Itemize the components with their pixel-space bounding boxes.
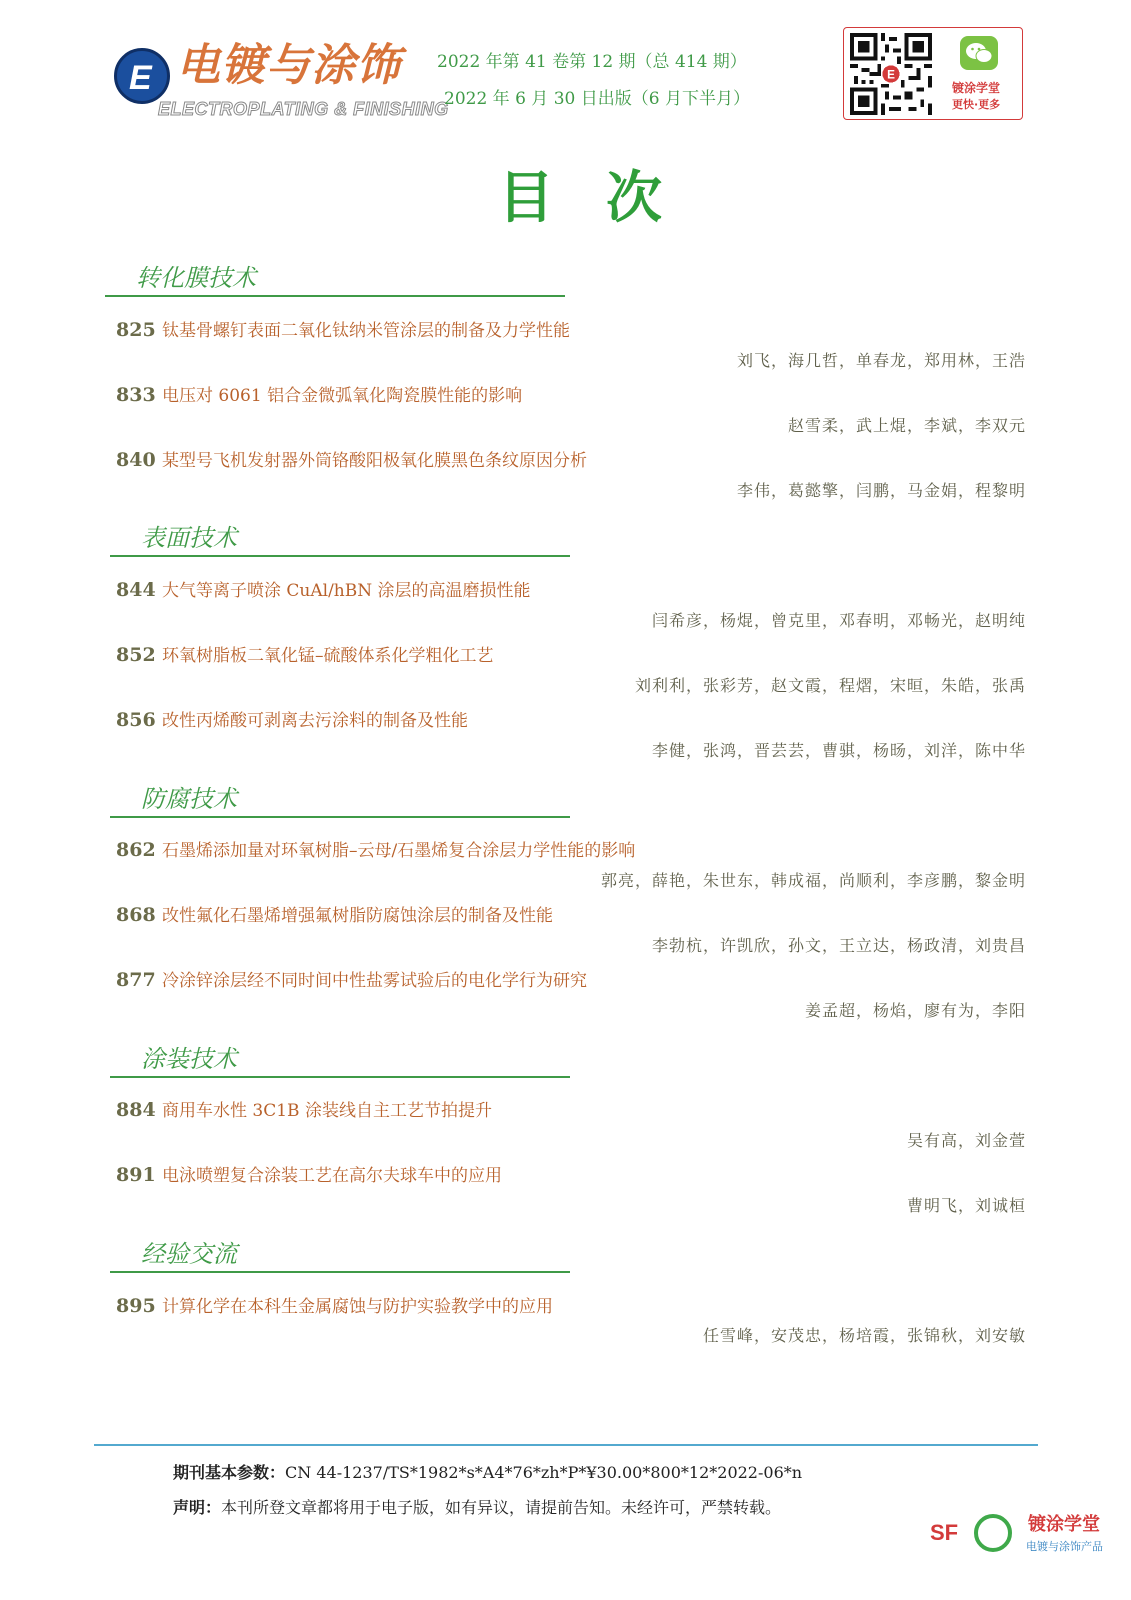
qr-caption-slogan: 更快·更多: [952, 98, 1001, 111]
article-title[interactable]: 改性氟化石墨烯增强氟树脂防腐蚀涂层的制备及性能: [162, 906, 553, 926]
article-authors: 李勃杭，许凯欣，孙文，王立达，杨政清，刘贵昌: [651, 936, 1026, 955]
article-title[interactable]: 某型号飞机发射器外筒铬酸阳极氧化膜黑色条纹原因分析: [162, 451, 587, 471]
copyright-statement: [173, 1497, 781, 1519]
params-label: 期刊基本参数：: [173, 1463, 286, 1482]
qr-code-panel[interactable]: [843, 27, 1023, 120]
qr-code-icon[interactable]: [850, 33, 932, 115]
article-authors: 刘飞，海几哲，单春龙，郑用林，王浩: [736, 351, 1026, 370]
section-divider: [110, 555, 570, 557]
section-heading: 防腐技术: [141, 785, 237, 813]
brand-name: 镀涂学堂: [1028, 1514, 1100, 1535]
article-page-number: 825: [116, 319, 156, 341]
journal-logo-emblem: [114, 48, 170, 104]
e-letter-icon: E: [129, 59, 152, 97]
section-heading: 表面技术: [141, 524, 237, 552]
footer-divider: [94, 1444, 1038, 1446]
section-heading: 转化膜技术: [136, 264, 256, 292]
article-title[interactable]: 钛基骨螺钉表面二氧化钛纳米管涂层的制备及力学性能: [162, 321, 570, 341]
article-title[interactable]: 环氧树脂板二氧化锰–硫酸体系化学粗化工艺: [162, 646, 494, 666]
params-value: CN 44-1237/TS*1982*s*A4*76*zh*P*¥30.00*800*12*2022-06*n: [285, 1463, 803, 1482]
article-page-number: 868: [116, 904, 156, 926]
statement-label: 声明：: [173, 1498, 222, 1517]
section-divider: [110, 816, 570, 818]
journal-name-cn: 电镀与涂饰: [176, 40, 401, 91]
article-title[interactable]: 电压对 6061 铝合金微弧氧化陶瓷膜性能的影响: [162, 386, 523, 406]
toc-title: 目次: [498, 166, 714, 231]
article-authors: 任雪峰，安茂忠，杨培霞，张锦秋，刘安敏: [702, 1326, 1026, 1345]
brand-logo-text: SF: [930, 1520, 959, 1545]
issue-info: 2022 年第 41 卷第 12 期（总 414 期）: [437, 52, 747, 72]
article-page-number: 844: [116, 579, 156, 601]
article-title[interactable]: 电泳喷塑复合涂装工艺在高尔夫球车中的应用: [162, 1166, 502, 1186]
journal-logo: [114, 38, 449, 128]
qr-caption-name: 镀涂学堂: [952, 81, 1001, 95]
article-authors: 李健，张鸿，晋芸芸，曹骐，杨旸，刘洋，陈中华: [651, 741, 1026, 760]
section-divider: [110, 1271, 570, 1273]
article-page-number: 852: [116, 644, 156, 666]
article-page-number: 891: [116, 1164, 156, 1186]
article-title[interactable]: 大气等离子喷涂 CuAl/hBN 涂层的高温磨损性能: [162, 581, 531, 601]
article-authors: 赵雪柔，武上焜，李斌，李双元: [787, 416, 1026, 435]
article-authors: 闫希彦，杨焜，曾克里，邓春明，邓畅光，赵明纯: [651, 611, 1026, 630]
article-page-number: 862: [116, 839, 156, 861]
article-page-number: 884: [116, 1099, 156, 1121]
article-authors: 曹明飞，刘诚桓: [906, 1196, 1026, 1215]
section-divider: [110, 1076, 570, 1078]
article-authors: 吴有高，刘金萱: [906, 1131, 1026, 1150]
article-title[interactable]: 商用车水性 3C1B 涂装线自主工艺节拍提升: [162, 1101, 492, 1121]
article-authors: 刘利利，张彩芳，赵文霞，程熠，宋晅，朱皓，张禹: [634, 676, 1026, 695]
section-heading: 经验交流: [141, 1240, 237, 1268]
wechat-icon: [960, 36, 998, 70]
section-heading: 涂装技术: [141, 1045, 237, 1073]
article-title[interactable]: 石墨烯添加量对环氧树脂–云母/石墨烯复合涂层力学性能的影响: [162, 841, 636, 861]
svg-text:E: E: [887, 68, 895, 82]
article-authors: 姜孟超，杨焰，廖有为，李阳: [804, 1001, 1026, 1020]
article-title[interactable]: 计算化学在本科生金属腐蚀与防护实验教学中的应用: [162, 1297, 553, 1317]
journal-name-en: ELECTROPLATING & FINISHING: [158, 99, 449, 119]
publish-date: 2022 年 6 月 30 日出版（6 月下半月）: [444, 89, 750, 109]
article-title[interactable]: 改性丙烯酸可剥离去污涂料的制备及性能: [162, 711, 468, 731]
article-page-number: 833: [116, 384, 156, 406]
brand-ring-icon: [974, 1514, 1012, 1552]
article-page-number: 877: [116, 969, 156, 991]
article-page-number: 895: [116, 1295, 156, 1317]
article-authors: 郭亮，薛艳，朱世东，韩成福，尚顺利，李彦鹏，黎金明: [600, 871, 1026, 890]
section-divider: [105, 295, 565, 297]
brand-subtitle: 电镀与涂饰产品: [1026, 1540, 1103, 1553]
journal-parameters: [173, 1462, 802, 1484]
article-page-number: 856: [116, 709, 156, 731]
brand-logo: [930, 1508, 1130, 1598]
statement-value: 本刊所登文章都将用于电子版，如有异议，请提前告知。未经许可，严禁转载。: [221, 1498, 782, 1517]
article-authors: 李伟，葛懿擎，闫鹏，马金娟，程黎明: [736, 481, 1026, 500]
article-page-number: 840: [116, 449, 156, 471]
article-title[interactable]: 冷涂锌涂层经不同时间中性盐雾试验后的电化学行为研究: [162, 971, 587, 991]
